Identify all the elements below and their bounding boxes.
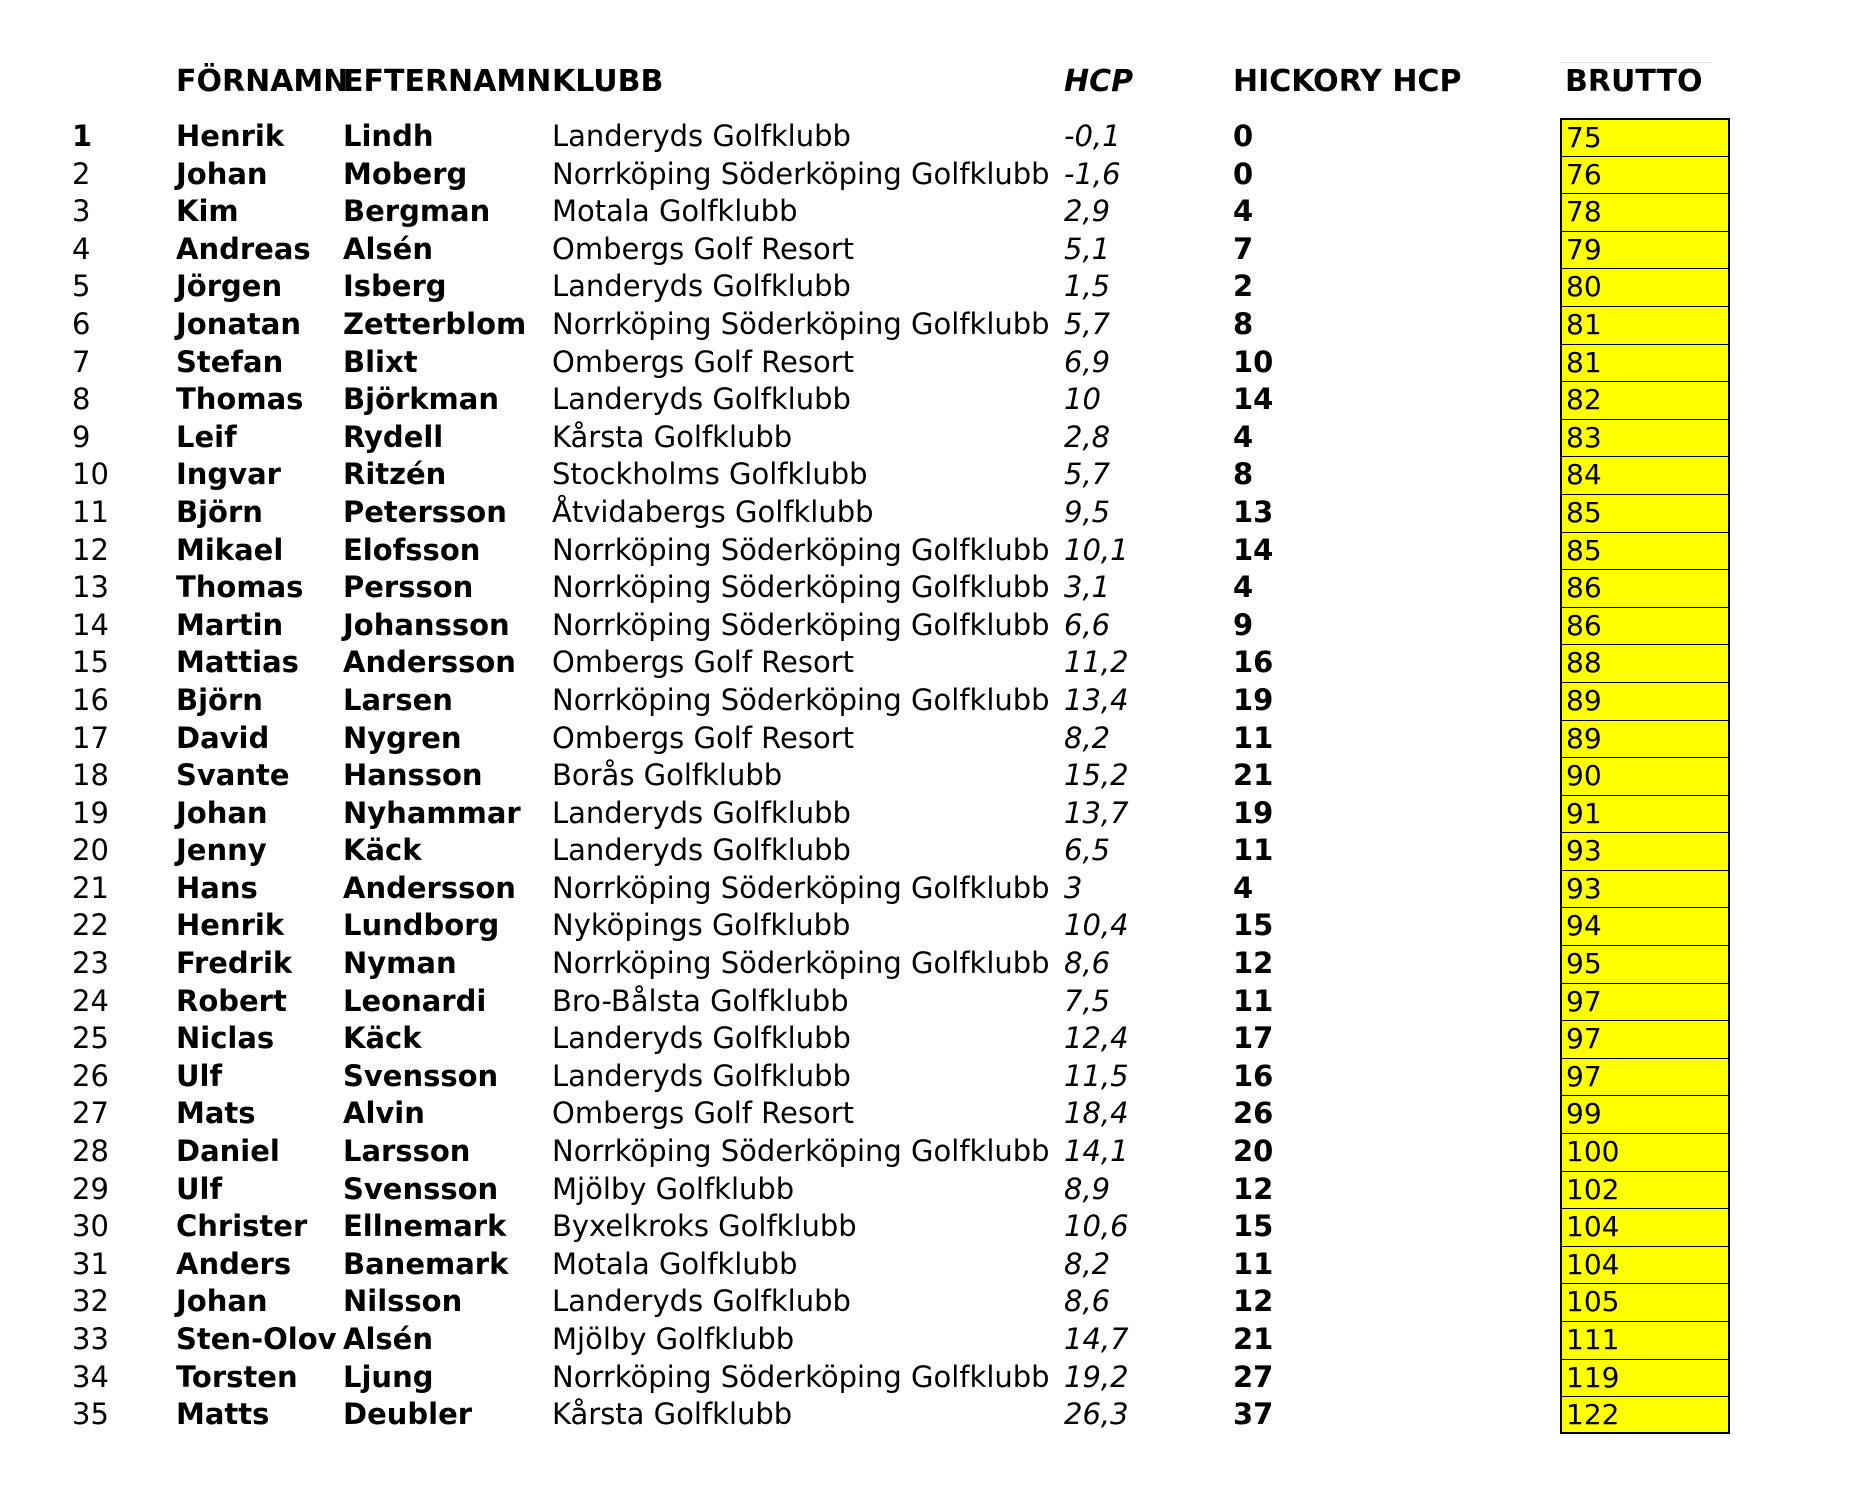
club-cell[interactable]: Landeryds Golfklubb bbox=[552, 1021, 851, 1056]
last-name-cell[interactable]: Banemark bbox=[343, 1246, 509, 1281]
rank-cell[interactable]: 24 bbox=[72, 983, 109, 1018]
club-cell[interactable]: Nyköpings Golfklubb bbox=[552, 908, 851, 943]
table-row bbox=[0, 644, 1874, 682]
hcp-cell[interactable]: 11,2 bbox=[1064, 645, 1129, 680]
first-name-cell[interactable]: Johan bbox=[176, 156, 268, 191]
hcp-cell[interactable]: -1,6 bbox=[1064, 156, 1121, 191]
first-name-cell[interactable]: Matts bbox=[176, 1397, 270, 1432]
club-cell[interactable]: Ombergs Golf Resort bbox=[552, 344, 855, 379]
first-name-cell[interactable]: Ulf bbox=[176, 1171, 223, 1206]
first-name-cell[interactable]: Martin bbox=[176, 607, 284, 642]
brutto-cell[interactable]: 90 bbox=[1560, 757, 1730, 795]
rank-cell[interactable]: 30 bbox=[72, 1209, 109, 1244]
brutto-cell[interactable]: 93 bbox=[1560, 870, 1730, 908]
rank-cell[interactable]: 14 bbox=[72, 607, 109, 642]
brutto-cell[interactable]: 122 bbox=[1560, 1396, 1730, 1434]
first-name-cell[interactable]: Ulf bbox=[176, 1058, 223, 1093]
last-name-cell[interactable]: Zetterblom bbox=[343, 306, 527, 341]
table-row bbox=[0, 607, 1874, 645]
rank-cell[interactable]: 35 bbox=[72, 1397, 109, 1432]
hcp-cell[interactable]: 18,4 bbox=[1064, 1096, 1129, 1131]
brutto-cell[interactable]: 81 bbox=[1560, 306, 1730, 344]
table-row bbox=[0, 231, 1874, 269]
rank-cell[interactable]: 2 bbox=[72, 156, 91, 191]
header-first-name[interactable]: FÖRNAMN bbox=[176, 64, 349, 99]
hcp-cell[interactable]: 7,5 bbox=[1064, 983, 1111, 1018]
first-name-cell[interactable]: Johan bbox=[176, 1284, 268, 1319]
table-row bbox=[0, 1133, 1874, 1171]
last-name-cell[interactable]: Andersson bbox=[343, 645, 516, 680]
hcp-cell[interactable]: 6,6 bbox=[1064, 607, 1111, 642]
club-cell[interactable]: Kårsta Golfklubb bbox=[552, 419, 793, 454]
club-cell[interactable]: Norrköping Söderköping Golfklubb bbox=[552, 1134, 1050, 1169]
first-name-cell[interactable]: Kim bbox=[176, 194, 239, 229]
table-row bbox=[0, 1208, 1874, 1246]
club-cell[interactable]: Kårsta Golfklubb bbox=[552, 1397, 793, 1432]
club-cell[interactable]: Ombergs Golf Resort bbox=[552, 720, 855, 755]
hcp-cell[interactable]: 5,7 bbox=[1064, 306, 1111, 341]
first-name-cell[interactable]: Mattias bbox=[176, 645, 299, 680]
hcp-cell[interactable]: 8,2 bbox=[1064, 1246, 1111, 1281]
rank-cell[interactable]: 19 bbox=[72, 795, 109, 830]
hickory-hcp-cell[interactable]: 21 bbox=[1233, 1322, 1274, 1356]
first-name-cell[interactable]: Christer bbox=[176, 1209, 308, 1244]
rank-cell[interactable]: 17 bbox=[72, 720, 109, 755]
brutto-cell[interactable]: 100 bbox=[1560, 1133, 1730, 1171]
last-name-cell[interactable]: Andersson bbox=[343, 870, 516, 905]
club-cell[interactable]: Norrköping Söderköping Golfklubb bbox=[552, 306, 1050, 341]
last-name-cell[interactable]: Svensson bbox=[343, 1171, 499, 1206]
brutto-cell[interactable]: 75 bbox=[1560, 118, 1730, 156]
club-cell[interactable]: Landeryds Golfklubb bbox=[552, 269, 851, 304]
hcp-cell[interactable]: 13,4 bbox=[1064, 682, 1129, 717]
club-cell[interactable]: Borås Golfklubb bbox=[552, 758, 783, 793]
hickory-hcp-cell[interactable]: 12 bbox=[1233, 946, 1274, 981]
table-row bbox=[0, 268, 1874, 306]
hcp-cell[interactable]: 11,5 bbox=[1064, 1058, 1129, 1093]
brutto-cell[interactable]: 83 bbox=[1560, 419, 1730, 457]
table-row bbox=[0, 1283, 1874, 1321]
hickory-hcp-cell[interactable]: 19 bbox=[1233, 795, 1274, 830]
rank-cell[interactable]: 27 bbox=[72, 1096, 109, 1131]
last-name-cell[interactable]: Deubler bbox=[343, 1397, 473, 1432]
first-name-cell[interactable]: Sten-Olov bbox=[176, 1322, 337, 1356]
club-cell[interactable]: Norrköping Söderköping Golfklubb bbox=[552, 607, 1050, 642]
table-row bbox=[0, 1058, 1874, 1096]
first-name-cell[interactable]: David bbox=[176, 720, 270, 755]
club-cell[interactable]: Mjölby Golfklubb bbox=[552, 1171, 795, 1206]
last-name-cell[interactable]: Rydell bbox=[343, 419, 444, 454]
hcp-cell[interactable]: 12,4 bbox=[1064, 1021, 1129, 1056]
hcp-cell[interactable]: 13,7 bbox=[1064, 795, 1129, 830]
first-name-cell[interactable]: Jörgen bbox=[176, 269, 283, 304]
club-cell[interactable]: Motala Golfklubb bbox=[552, 1246, 798, 1281]
last-name-cell[interactable]: Nyhammar bbox=[343, 795, 521, 830]
table-row bbox=[0, 569, 1874, 607]
brutto-cell[interactable]: 89 bbox=[1560, 720, 1730, 758]
club-cell[interactable]: Stockholms Golfklubb bbox=[552, 457, 868, 492]
club-cell[interactable]: Bro-Bålsta Golfklubb bbox=[552, 983, 849, 1018]
club-cell[interactable]: Motala Golfklubb bbox=[552, 194, 798, 229]
hickory-hcp-cell[interactable]: 16 bbox=[1233, 645, 1274, 680]
rank-cell[interactable]: 6 bbox=[72, 306, 91, 341]
club-cell[interactable]: Åtvidabergs Golfklubb bbox=[552, 494, 874, 529]
brutto-cell[interactable]: 104 bbox=[1560, 1208, 1730, 1246]
hcp-cell[interactable]: 10,1 bbox=[1064, 532, 1129, 567]
hickory-hcp-cell[interactable]: 4 bbox=[1233, 419, 1254, 454]
brutto-cell[interactable]: 82 bbox=[1560, 381, 1730, 419]
rank-cell[interactable]: 21 bbox=[72, 870, 109, 905]
rank-cell[interactable]: 4 bbox=[72, 231, 91, 266]
last-name-cell[interactable]: Leonardi bbox=[343, 983, 487, 1018]
last-name-cell[interactable]: Moberg bbox=[343, 156, 468, 191]
club-cell[interactable]: Norrköping Söderköping Golfklubb bbox=[552, 946, 1050, 981]
last-name-cell[interactable]: Käck bbox=[343, 833, 422, 868]
first-name-cell[interactable]: Torsten bbox=[176, 1359, 298, 1394]
hickory-hcp-cell[interactable]: 0 bbox=[1233, 119, 1254, 153]
table-row bbox=[0, 156, 1874, 194]
club-cell[interactable]: Landeryds Golfklubb bbox=[552, 795, 851, 830]
first-name-cell[interactable]: Niclas bbox=[176, 1021, 275, 1056]
brutto-cell[interactable]: 86 bbox=[1560, 607, 1730, 645]
table-row bbox=[0, 1246, 1874, 1284]
results-table-body bbox=[0, 118, 1874, 1434]
hickory-hcp-cell[interactable]: 0 bbox=[1233, 156, 1254, 191]
table-row bbox=[0, 1321, 1874, 1359]
brutto-cell[interactable]: 76 bbox=[1560, 156, 1730, 194]
rank-cell[interactable]: 33 bbox=[72, 1322, 109, 1356]
brutto-cell[interactable]: 97 bbox=[1560, 1020, 1730, 1058]
last-name-cell[interactable]: Nilsson bbox=[343, 1284, 463, 1319]
first-name-cell[interactable]: Björn bbox=[176, 682, 263, 717]
first-name-cell[interactable]: Stefan bbox=[176, 344, 284, 379]
brutto-cell[interactable]: 95 bbox=[1560, 945, 1730, 983]
club-cell[interactable]: Byxelkroks Golfklubb bbox=[552, 1209, 857, 1244]
last-name-cell[interactable]: Blixt bbox=[343, 344, 418, 379]
last-name-cell[interactable]: Lindh bbox=[343, 119, 434, 153]
rank-cell[interactable]: 25 bbox=[72, 1021, 109, 1056]
hickory-hcp-cell[interactable]: 2 bbox=[1233, 269, 1254, 304]
brutto-cell[interactable]: 99 bbox=[1560, 1095, 1730, 1133]
first-name-cell[interactable]: Johan bbox=[176, 795, 268, 830]
table-row bbox=[0, 832, 1874, 870]
table-row bbox=[0, 1020, 1874, 1058]
hcp-cell[interactable]: 2,8 bbox=[1064, 419, 1111, 454]
table-row bbox=[0, 1171, 1874, 1209]
hickory-hcp-cell[interactable]: 12 bbox=[1233, 1171, 1274, 1206]
hickory-hcp-cell[interactable]: 4 bbox=[1233, 570, 1254, 605]
hcp-cell[interactable]: 10,4 bbox=[1064, 908, 1129, 943]
hickory-hcp-cell[interactable]: 10 bbox=[1233, 344, 1274, 379]
table-row bbox=[0, 306, 1874, 344]
last-name-cell[interactable]: Lundborg bbox=[343, 908, 500, 943]
rank-cell[interactable]: 16 bbox=[72, 682, 109, 717]
table-row bbox=[0, 983, 1874, 1021]
last-name-cell[interactable]: Larsson bbox=[343, 1134, 471, 1169]
header-hickory-hcp[interactable]: HICKORY HCP bbox=[1233, 64, 1462, 99]
club-cell[interactable]: Landeryds Golfklubb bbox=[552, 1284, 851, 1319]
first-name-cell[interactable]: Ingvar bbox=[176, 457, 281, 492]
brutto-cell[interactable]: 111 bbox=[1560, 1321, 1730, 1359]
rank-cell[interactable]: 20 bbox=[72, 833, 109, 868]
last-name-cell[interactable]: Nyman bbox=[343, 946, 457, 981]
club-cell[interactable]: Landeryds Golfklubb bbox=[552, 382, 851, 417]
brutto-cell[interactable]: 86 bbox=[1560, 569, 1730, 607]
rank-cell[interactable]: 8 bbox=[72, 382, 91, 417]
last-name-cell[interactable]: Petersson bbox=[343, 494, 507, 529]
last-name-cell[interactable]: Alsén bbox=[343, 1322, 433, 1356]
brutto-cell[interactable]: 84 bbox=[1560, 456, 1730, 494]
table-row bbox=[0, 344, 1874, 382]
brutto-cell[interactable]: 79 bbox=[1560, 231, 1730, 269]
table-row bbox=[0, 193, 1874, 231]
club-cell[interactable]: Ombergs Golf Resort bbox=[552, 645, 855, 680]
hcp-cell[interactable]: 15,2 bbox=[1064, 758, 1129, 793]
hcp-cell[interactable]: 2,9 bbox=[1064, 194, 1111, 229]
first-name-cell[interactable]: Mikael bbox=[176, 532, 284, 567]
table-row bbox=[0, 456, 1874, 494]
hcp-cell[interactable]: 5,7 bbox=[1064, 457, 1111, 492]
table-row bbox=[0, 945, 1874, 983]
brutto-cell[interactable]: 85 bbox=[1560, 494, 1730, 532]
table-row bbox=[0, 494, 1874, 532]
rank-cell[interactable]: 7 bbox=[72, 344, 91, 379]
hcp-cell[interactable]: 3,1 bbox=[1064, 570, 1111, 605]
first-name-cell[interactable]: Robert bbox=[176, 983, 287, 1018]
brutto-cell[interactable]: 89 bbox=[1560, 682, 1730, 720]
club-cell[interactable]: Norrköping Söderköping Golfklubb bbox=[552, 682, 1050, 717]
club-cell[interactable]: Ombergs Golf Resort bbox=[552, 1096, 855, 1131]
hickory-hcp-cell[interactable]: 4 bbox=[1233, 194, 1254, 229]
header-hcp[interactable]: HCP bbox=[1064, 64, 1134, 99]
club-cell[interactable]: Ombergs Golf Resort bbox=[552, 231, 855, 266]
hickory-hcp-cell[interactable]: 15 bbox=[1233, 1209, 1274, 1244]
brutto-cell[interactable]: 91 bbox=[1560, 795, 1730, 833]
hcp-cell[interactable]: 10 bbox=[1064, 382, 1101, 417]
brutto-header-border bbox=[1560, 62, 1712, 63]
brutto-cell[interactable]: 78 bbox=[1560, 193, 1730, 231]
brutto-cell[interactable]: 88 bbox=[1560, 644, 1730, 682]
rank-cell[interactable]: 13 bbox=[72, 570, 109, 605]
last-name-cell[interactable]: Ellnemark bbox=[343, 1209, 507, 1244]
rank-cell[interactable]: 31 bbox=[72, 1246, 109, 1281]
header-club[interactable]: KLUBB bbox=[552, 64, 664, 99]
table-row bbox=[0, 1095, 1874, 1133]
hcp-cell[interactable]: 5,1 bbox=[1064, 231, 1111, 266]
last-name-cell[interactable]: Johansson bbox=[343, 607, 510, 642]
club-cell[interactable]: Mjölby Golfklubb bbox=[552, 1322, 795, 1356]
first-name-cell[interactable]: Henrik bbox=[176, 119, 285, 153]
rank-cell[interactable]: 32 bbox=[72, 1284, 109, 1319]
hickory-hcp-cell[interactable]: 8 bbox=[1233, 306, 1254, 341]
brutto-cell[interactable]: 104 bbox=[1560, 1246, 1730, 1284]
brutto-cell[interactable]: 119 bbox=[1560, 1359, 1730, 1397]
brutto-cell[interactable]: 80 bbox=[1560, 268, 1730, 306]
rank-cell[interactable]: 1 bbox=[72, 119, 93, 153]
first-name-cell[interactable]: Svante bbox=[176, 758, 290, 793]
hickory-hcp-cell[interactable]: 11 bbox=[1233, 1246, 1274, 1281]
rank-cell[interactable]: 9 bbox=[72, 419, 91, 454]
rank-cell[interactable]: 22 bbox=[72, 908, 109, 943]
hcp-cell[interactable]: 8,6 bbox=[1064, 1284, 1111, 1319]
hickory-hcp-cell[interactable]: 8 bbox=[1233, 457, 1254, 492]
hcp-cell[interactable]: 1,5 bbox=[1064, 269, 1111, 304]
first-name-cell[interactable]: Daniel bbox=[176, 1134, 280, 1169]
club-cell[interactable]: Landeryds Golfklubb bbox=[552, 833, 851, 868]
rank-cell[interactable]: 28 bbox=[72, 1134, 109, 1169]
last-name-cell[interactable]: Larsen bbox=[343, 682, 453, 717]
first-name-cell[interactable]: Anders bbox=[176, 1246, 292, 1281]
rank-cell[interactable]: 15 bbox=[72, 645, 109, 680]
rank-cell[interactable]: 26 bbox=[72, 1058, 109, 1093]
brutto-cell[interactable]: 81 bbox=[1560, 344, 1730, 382]
first-name-cell[interactable]: Leif bbox=[176, 419, 237, 454]
hcp-cell[interactable]: 8,9 bbox=[1064, 1171, 1111, 1206]
last-name-cell[interactable]: Bergman bbox=[343, 194, 491, 229]
brutto-cell[interactable]: 94 bbox=[1560, 907, 1730, 945]
hickory-hcp-cell[interactable]: 14 bbox=[1233, 532, 1274, 567]
hickory-hcp-cell[interactable]: 37 bbox=[1233, 1397, 1274, 1432]
hickory-hcp-cell[interactable]: 14 bbox=[1233, 382, 1274, 417]
last-name-cell[interactable]: Alsén bbox=[343, 231, 433, 266]
hickory-hcp-cell[interactable]: 27 bbox=[1233, 1359, 1274, 1394]
table-row bbox=[0, 419, 1874, 457]
first-name-cell[interactable]: Thomas bbox=[176, 382, 304, 417]
table-row bbox=[0, 1359, 1874, 1397]
brutto-cell[interactable]: 97 bbox=[1560, 1058, 1730, 1096]
table-row bbox=[0, 118, 1874, 156]
header-brutto[interactable]: BRUTTO bbox=[1565, 64, 1703, 99]
club-cell[interactable]: Landeryds Golfklubb bbox=[552, 119, 851, 153]
rank-cell[interactable]: 3 bbox=[72, 194, 91, 229]
club-cell[interactable]: Norrköping Söderköping Golfklubb bbox=[552, 156, 1050, 191]
hickory-hcp-cell[interactable]: 12 bbox=[1233, 1284, 1274, 1319]
hcp-cell[interactable]: 14,1 bbox=[1064, 1134, 1129, 1169]
last-name-cell[interactable]: Ritzén bbox=[343, 457, 447, 492]
first-name-cell[interactable]: Hans bbox=[176, 870, 258, 905]
club-cell[interactable]: Norrköping Söderköping Golfklubb bbox=[552, 570, 1050, 605]
first-name-cell[interactable]: Fredrik bbox=[176, 946, 293, 981]
hickory-hcp-cell[interactable]: 9 bbox=[1233, 607, 1254, 642]
hcp-cell[interactable]: 6,5 bbox=[1064, 833, 1111, 868]
club-cell[interactable]: Landeryds Golfklubb bbox=[552, 1058, 851, 1093]
table-row bbox=[0, 907, 1874, 945]
rank-cell[interactable]: 29 bbox=[72, 1171, 109, 1206]
first-name-cell[interactable]: Björn bbox=[176, 494, 263, 529]
last-name-cell[interactable]: Persson bbox=[343, 570, 474, 605]
rank-cell[interactable]: 12 bbox=[72, 532, 109, 567]
first-name-cell[interactable]: Andreas bbox=[176, 231, 311, 266]
first-name-cell[interactable]: Thomas bbox=[176, 570, 304, 605]
table-row bbox=[0, 532, 1874, 570]
club-cell[interactable]: Norrköping Söderköping Golfklubb bbox=[552, 1359, 1050, 1394]
rank-cell[interactable]: 18 bbox=[72, 758, 109, 793]
table-row bbox=[0, 795, 1874, 833]
hickory-hcp-cell[interactable]: 19 bbox=[1233, 682, 1274, 717]
brutto-cell[interactable]: 85 bbox=[1560, 532, 1730, 570]
brutto-cell[interactable]: 102 bbox=[1560, 1171, 1730, 1209]
hcp-cell[interactable]: 8,2 bbox=[1064, 720, 1111, 755]
last-name-cell[interactable]: Käck bbox=[343, 1021, 422, 1056]
hcp-cell[interactable]: 6,9 bbox=[1064, 344, 1111, 379]
hickory-hcp-cell[interactable]: 4 bbox=[1233, 870, 1254, 905]
hcp-cell[interactable]: 9,5 bbox=[1064, 494, 1111, 529]
hickory-hcp-cell[interactable]: 11 bbox=[1233, 720, 1274, 755]
rank-cell[interactable]: 5 bbox=[72, 269, 91, 304]
hickory-hcp-cell[interactable]: 16 bbox=[1233, 1058, 1274, 1093]
brutto-cell[interactable]: 93 bbox=[1560, 832, 1730, 870]
header-last-name[interactable]: EFTERNAMN bbox=[343, 64, 552, 99]
table-row bbox=[0, 1396, 1874, 1434]
last-name-cell[interactable]: Björkman bbox=[343, 382, 499, 417]
brutto-cell[interactable]: 97 bbox=[1560, 983, 1730, 1021]
brutto-cell[interactable]: 105 bbox=[1560, 1283, 1730, 1321]
hickory-hcp-cell[interactable]: 17 bbox=[1233, 1021, 1274, 1056]
last-name-cell[interactable]: Nygren bbox=[343, 720, 462, 755]
table-row bbox=[0, 870, 1874, 908]
hickory-hcp-cell[interactable]: 13 bbox=[1233, 494, 1274, 529]
hickory-hcp-cell[interactable]: 7 bbox=[1233, 231, 1254, 266]
hickory-hcp-cell[interactable]: 11 bbox=[1233, 833, 1274, 868]
first-name-cell[interactable]: Jenny bbox=[176, 833, 267, 868]
last-name-cell[interactable]: Ljung bbox=[343, 1359, 434, 1394]
table-row bbox=[0, 381, 1874, 419]
last-name-cell[interactable]: Alvin bbox=[343, 1096, 425, 1131]
hickory-hcp-cell[interactable]: 21 bbox=[1233, 758, 1274, 793]
hcp-cell[interactable]: 3 bbox=[1064, 870, 1083, 905]
hickory-hcp-cell[interactable]: 20 bbox=[1233, 1134, 1274, 1169]
rank-cell[interactable]: 34 bbox=[72, 1359, 109, 1394]
last-name-cell[interactable]: Isberg bbox=[343, 269, 447, 304]
club-cell[interactable]: Norrköping Söderköping Golfklubb bbox=[552, 532, 1050, 567]
hickory-hcp-cell[interactable]: 11 bbox=[1233, 983, 1274, 1018]
hcp-cell[interactable]: -0,1 bbox=[1064, 119, 1121, 153]
last-name-cell[interactable]: Hansson bbox=[343, 758, 483, 793]
first-name-cell[interactable]: Mats bbox=[176, 1096, 256, 1131]
hcp-cell[interactable]: 26,3 bbox=[1064, 1397, 1129, 1432]
hickory-hcp-cell[interactable]: 26 bbox=[1233, 1096, 1274, 1131]
hcp-cell[interactable]: 14,7 bbox=[1064, 1322, 1129, 1356]
table-row bbox=[0, 720, 1874, 758]
hcp-cell[interactable]: 10,6 bbox=[1064, 1209, 1129, 1244]
rank-cell[interactable]: 11 bbox=[72, 494, 109, 529]
rank-cell[interactable]: 10 bbox=[72, 457, 109, 492]
hcp-cell[interactable]: 19,2 bbox=[1064, 1359, 1129, 1394]
table-row bbox=[0, 757, 1874, 795]
first-name-cell[interactable]: Jonatan bbox=[176, 306, 302, 341]
club-cell[interactable]: Norrköping Söderköping Golfklubb bbox=[552, 870, 1050, 905]
last-name-cell[interactable]: Svensson bbox=[343, 1058, 499, 1093]
first-name-cell[interactable]: Henrik bbox=[176, 908, 285, 943]
hickory-hcp-cell[interactable]: 15 bbox=[1233, 908, 1274, 943]
last-name-cell[interactable]: Elofsson bbox=[343, 532, 481, 567]
table-row bbox=[0, 682, 1874, 720]
rank-cell[interactable]: 23 bbox=[72, 946, 109, 981]
hcp-cell[interactable]: 8,6 bbox=[1064, 946, 1111, 981]
